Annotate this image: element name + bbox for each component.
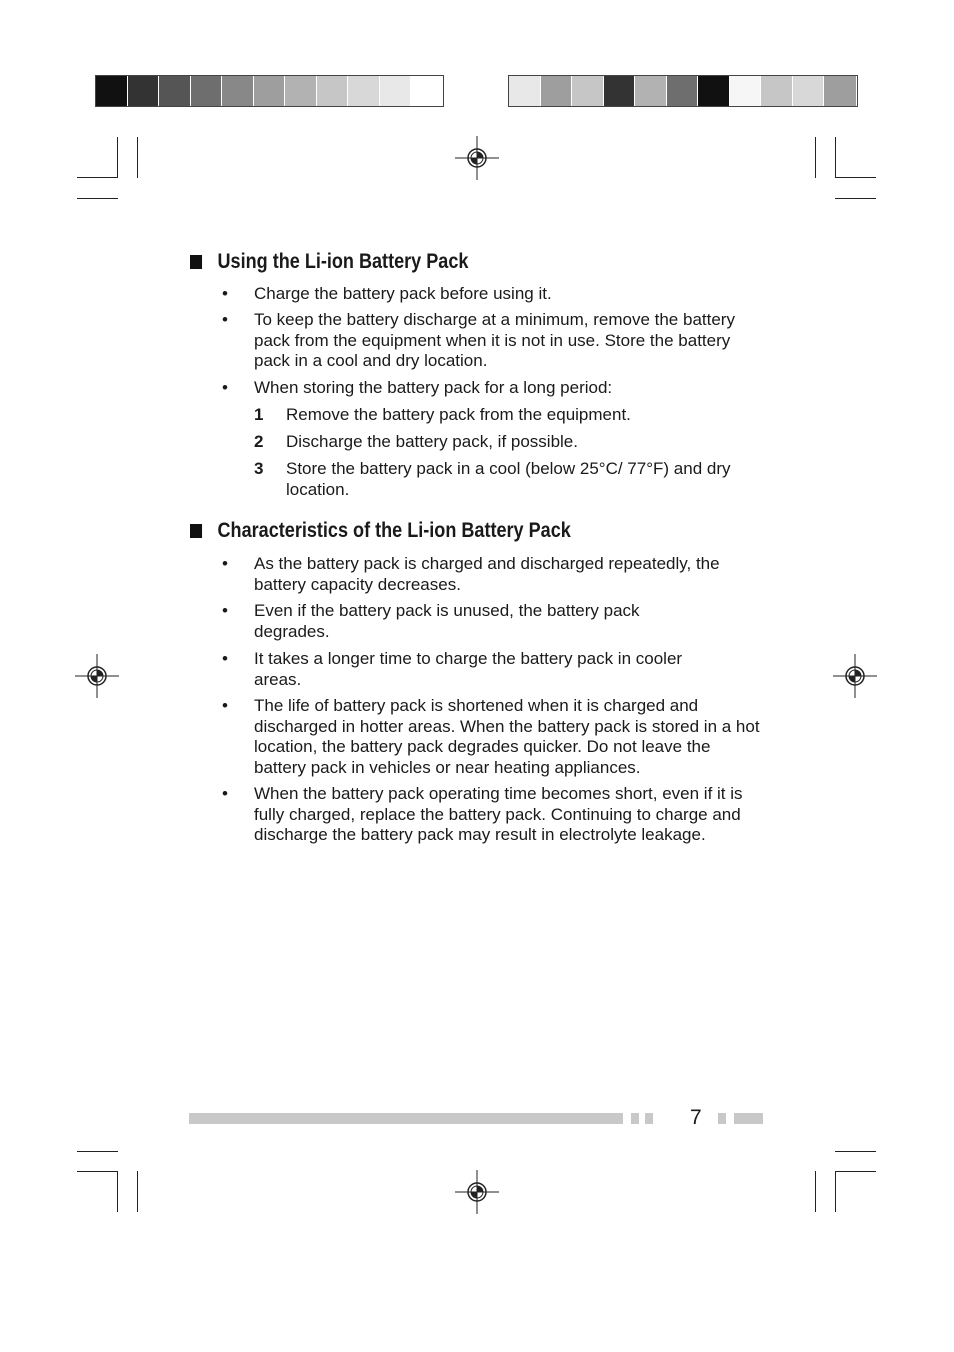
- color-swatch: [761, 76, 793, 106]
- bullet-icon: •: [222, 696, 228, 715]
- color-swatch: [509, 76, 541, 106]
- list-item: The life of battery pack is shortened when it is charged and discharged in hotter areas. When the battery pack is stored in a hot location, the battery pack degrades quicker. Do not leave the battery pack in vehicles or near heating appliances.: [254, 696, 760, 777]
- bullet-icon: •: [222, 784, 228, 803]
- color-swatch: [348, 76, 380, 106]
- crop-mark: [117, 1171, 118, 1212]
- footer-bar-block: [734, 1113, 763, 1124]
- color-swatch: [730, 76, 762, 106]
- step-number: 1: [254, 405, 264, 424]
- color-swatch: [698, 76, 730, 106]
- color-strip-right: [508, 75, 858, 107]
- color-swatch: [667, 76, 699, 106]
- crop-mark: [835, 137, 836, 178]
- color-swatch: [541, 76, 573, 106]
- footer-bar-block: [631, 1113, 639, 1124]
- list-item: When storing the battery pack for a long period:: [254, 378, 613, 397]
- color-swatch: [128, 76, 160, 106]
- page-number: 7: [690, 1106, 702, 1129]
- color-swatch: [285, 76, 317, 106]
- list-item: When the battery pack operating time becomes short, even if it is fully charged, replace the battery pack. Continuing to charge and discharge the battery pack may result in electrolyte leakage.: [254, 784, 743, 844]
- step-text: Remove the battery pack from the equipment.: [286, 405, 631, 424]
- square-bullet-icon: [190, 255, 202, 269]
- bullet-icon: •: [222, 310, 228, 329]
- crop-mark: [835, 1171, 836, 1212]
- list-item: It takes a longer time to charge the battery pack in cooler areas.: [254, 649, 683, 689]
- color-swatch: [317, 76, 349, 106]
- color-swatch: [824, 76, 856, 106]
- crop-mark: [835, 177, 876, 178]
- list-item: Charge the battery pack before using it.: [254, 284, 552, 303]
- list-item: To keep the battery discharge at a minimum, remove the battery pack from the equipment when it is not in use. Store the battery pack in a cool and dry location.: [254, 310, 735, 370]
- crop-mark: [117, 137, 118, 178]
- section-heading-using-battery: [190, 248, 468, 276]
- footer-bar: [189, 1113, 623, 1124]
- color-swatch: [411, 76, 443, 106]
- color-swatch: [254, 76, 286, 106]
- bullet-icon: •: [222, 554, 228, 573]
- crop-mark: [77, 198, 118, 199]
- step-text: Store the battery pack in a cool (below 25°C/ 77°F) and dry location.: [286, 459, 731, 499]
- crop-mark: [77, 1171, 118, 1172]
- color-strip-left: [95, 75, 444, 107]
- crop-mark: [77, 177, 118, 178]
- crop-mark: [815, 1171, 816, 1212]
- registration-mark-icon: [833, 654, 877, 698]
- crop-mark: [835, 1151, 876, 1152]
- step-text: Discharge the battery pack, if possible.: [286, 432, 578, 451]
- crop-mark: [815, 137, 816, 178]
- color-swatch: [96, 76, 128, 106]
- bullet-icon: •: [222, 378, 228, 397]
- footer-bar-block: [645, 1113, 653, 1124]
- bullet-icon: •: [222, 601, 228, 620]
- color-swatch: [572, 76, 604, 106]
- list-item: As the battery pack is charged and discharged repeatedly, the battery capacity decreases.: [254, 554, 720, 594]
- step-number: 2: [254, 432, 264, 451]
- list-item: Even if the battery pack is unused, the battery pack degrades.: [254, 601, 640, 641]
- color-swatch: [380, 76, 412, 106]
- registration-mark-icon: [455, 136, 499, 180]
- crop-mark: [77, 1151, 118, 1152]
- section-title: Characteristics of the Li-ion Battery Pack: [217, 519, 571, 542]
- crop-mark: [835, 198, 876, 199]
- step-number: 3: [254, 459, 264, 478]
- registration-mark-icon: [455, 1170, 499, 1214]
- color-swatch: [222, 76, 254, 106]
- crop-mark: [137, 1171, 138, 1212]
- registration-mark-icon: [75, 654, 119, 698]
- crop-mark: [137, 137, 138, 178]
- section-title: Using the Li-ion Battery Pack: [217, 250, 469, 273]
- section-heading-characteristics: [190, 517, 571, 545]
- color-swatch: [604, 76, 636, 106]
- footer-bar-block: [718, 1113, 726, 1124]
- square-bullet-icon: [190, 524, 202, 538]
- bullet-icon: •: [222, 649, 228, 668]
- color-swatch: [793, 76, 825, 106]
- color-swatch: [159, 76, 191, 106]
- color-swatch: [635, 76, 667, 106]
- crop-mark: [835, 1171, 876, 1172]
- color-swatch: [191, 76, 223, 106]
- bullet-icon: •: [222, 284, 228, 303]
